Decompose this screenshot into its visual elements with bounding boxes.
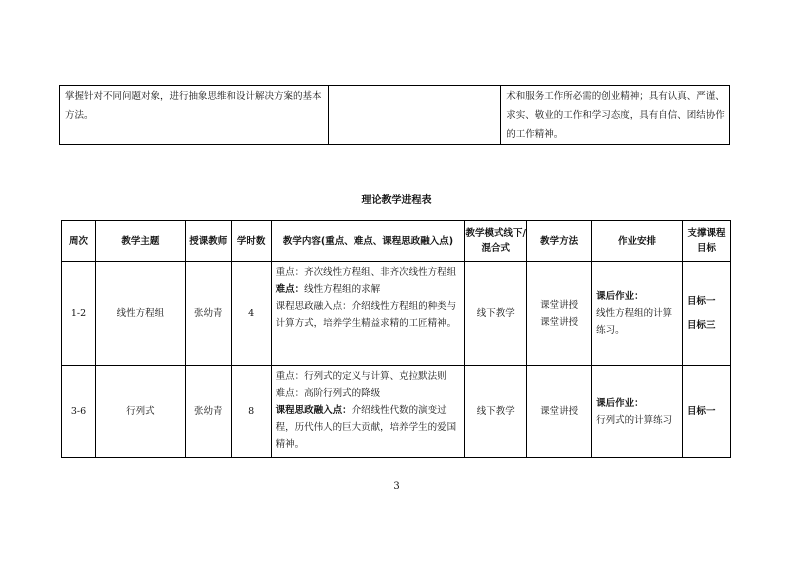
row2-hw-text: 行列式的计算练习	[596, 414, 673, 426]
row2-hours: 8	[231, 366, 271, 458]
row2-ideo-text: 介绍线性代数的演变过程，历代伟人的巨大贡献，培养学生的爱国精神。	[275, 405, 457, 450]
row1-key-label: 重点：	[275, 267, 305, 278]
row1-ideo-text: 介绍线性方程组的种类与计算方式，培养学生精益求精的工匠精神。	[275, 301, 457, 329]
row1-hours: 4	[231, 262, 271, 366]
row1-method-1: 课堂讲授	[540, 299, 579, 311]
row2-key-label: 重点：	[275, 371, 305, 382]
header-teacher: 授课教师	[185, 221, 231, 262]
header-content: 教学内容(重点、难点、课程思政融入点)	[271, 221, 465, 262]
header-method: 教学方法	[527, 221, 592, 262]
table-header-row	[62, 221, 731, 262]
row1-hw-text: 线性方程组的计算练习。	[596, 308, 673, 336]
row1-method	[527, 262, 592, 366]
row2-key-text: 行列式的定义与计算、克拉默法则	[304, 371, 447, 382]
row2-mode: 线下教学	[465, 366, 527, 458]
row1-goal	[683, 262, 731, 366]
prev-left-text: 掌握针对不同问题对象，进行抽象思维和设计解决方案的基本方法。	[65, 91, 322, 121]
schedule-table	[61, 220, 731, 458]
row2-goal: 目标一	[683, 366, 731, 458]
row1-teacher: 张幼青	[185, 262, 231, 366]
prev-right-cell	[501, 86, 730, 145]
header-week: 周次	[62, 221, 96, 262]
row2-diff-label: 难点：	[275, 388, 305, 399]
row2-content	[271, 366, 465, 458]
page-number: 3	[393, 481, 400, 492]
schedule-title: 理论教学进程表	[361, 195, 432, 206]
row2-topic: 行列式	[95, 366, 185, 458]
row1-mode: 线下教学	[465, 262, 527, 366]
row1-goal-2: 目标三	[687, 319, 716, 331]
row2-diff-text: 高阶行列式的降级	[304, 388, 381, 399]
row2-ideo-label: 课程思政融入点：	[275, 405, 352, 416]
row1-content	[271, 262, 465, 366]
row2-method: 课堂讲授	[527, 366, 592, 458]
row1-method-2: 课堂讲授	[540, 316, 579, 328]
row1-ideo-label: 课程思政融入点：	[275, 301, 352, 312]
row1-key-text: 齐次线性方程组、非齐次线性方程组	[304, 267, 457, 278]
row2-hw-label: 课后作业：	[596, 397, 644, 409]
table-row	[62, 366, 731, 458]
prev-right-text: 术和服务工作所必需的创业精神；具有认真、严谨、求实、敬业的工作和学习态度，具有自信、团结协作的工作精神。	[506, 91, 725, 140]
row2-homework	[592, 366, 683, 458]
row1-topic: 线性方程组	[95, 262, 185, 366]
row1-week: 1-2	[62, 262, 96, 366]
row1-diff-label: 难点：	[275, 284, 305, 295]
row1-goal-1: 目标一	[687, 295, 716, 307]
row1-homework	[592, 262, 683, 366]
header-mode: 教学模式线下/混合式	[465, 221, 527, 262]
row2-week: 3-6	[62, 366, 96, 458]
row2-teacher: 张幼青	[185, 366, 231, 458]
table-row	[62, 262, 731, 366]
header-hours: 学时数	[231, 221, 271, 262]
previous-table-continuation	[59, 85, 730, 145]
row1-diff-text: 线性方程组的求解	[304, 284, 381, 295]
header-topic: 教学主题	[95, 221, 185, 262]
header-goal: 支撑课程目标	[683, 221, 731, 262]
prev-left-cell	[60, 86, 329, 145]
header-homework: 作业安排	[592, 221, 683, 262]
row1-hw-label: 课后作业：	[596, 291, 644, 302]
prev-middle-cell	[329, 86, 501, 145]
